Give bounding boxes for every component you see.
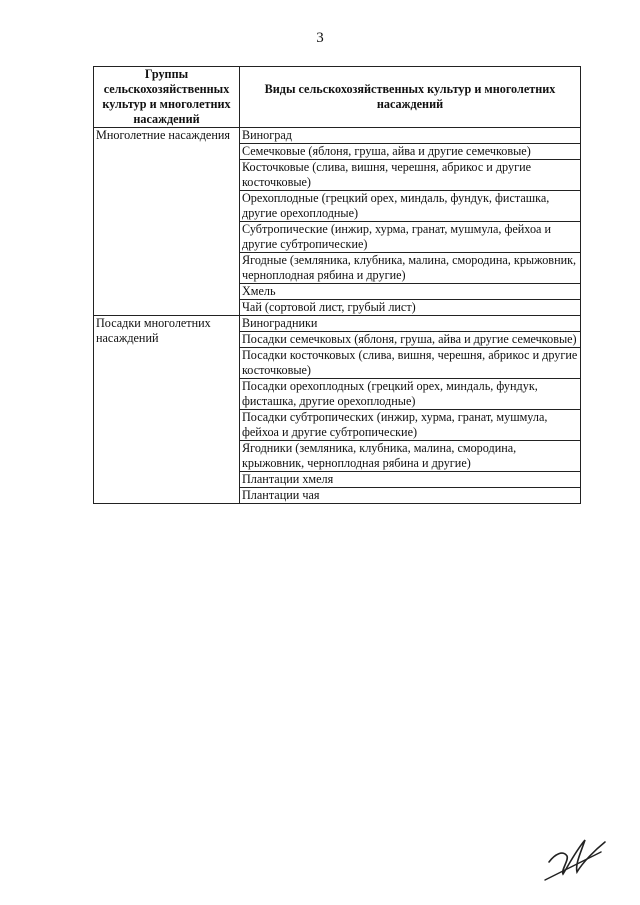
- crop-kind-cell: Виноград: [240, 128, 581, 144]
- signature-icon: [541, 830, 611, 885]
- crop-kind-cell: Хмель: [240, 284, 581, 300]
- crop-kind-cell: Чай (сортовой лист, грубый лист): [240, 300, 581, 316]
- table-row: [94, 316, 581, 332]
- table-body: [94, 128, 581, 504]
- crop-kind-cell: Семечковые (яблоня, груша, айва и другие семечковые): [240, 144, 581, 160]
- crop-kind-cell: Косточковые (слива, вишня, черешня, абрикос и другие косточковые): [240, 160, 581, 191]
- crop-kind-cell: Посадки субтропических (инжир, хурма, гранат, мушмула, фейхоа и другие субтропические): [240, 410, 581, 441]
- crop-kind-cell: Виноградники: [240, 316, 581, 332]
- crop-kind-cell: Посадки семечковых (яблоня, груша, айва и другие семечковые): [240, 332, 581, 348]
- crop-kind-cell: Посадки орехоплодных (грецкий орех, миндаль, фундук, фисташка, другие орехоплодные): [240, 379, 581, 410]
- crop-kind-cell: Субтропические (инжир, хурма, гранат, мушмула, фейхоа и другие субтропические): [240, 222, 581, 253]
- header-groups: Группы сельскохозяйственных культур и многолетних насаждений: [94, 67, 240, 128]
- crop-kind-cell: Плантации чая: [240, 488, 581, 504]
- crop-kind-cell: Ягодные (земляника, клубника, малина, смородина, крыжовник, черноплодная рябина и другие): [240, 253, 581, 284]
- crop-kind-cell: Орехоплодные (грецкий орех, миндаль, фундук, фисташка, другие орехоплодные): [240, 191, 581, 222]
- crops-table: [93, 66, 581, 504]
- crop-kind-cell: Плантации хмеля: [240, 472, 581, 488]
- table-row: [94, 128, 581, 144]
- crop-kind-cell: Ягодники (земляника, клубника, малина, смородина, крыжовник, черноплодная рябина и другие): [240, 441, 581, 472]
- group-cell: Многолетние насаждения: [94, 128, 240, 316]
- page-number: 3: [316, 30, 324, 46]
- table-header-row: [94, 67, 581, 128]
- header-kinds: Виды сельскохозяйственных культур и многолетних насаждений: [240, 67, 581, 128]
- group-cell: Посадки многолетних насаждений: [94, 316, 240, 504]
- crop-kind-cell: Посадки косточковых (слива, вишня, черешня, абрикос и другие косточковые): [240, 348, 581, 379]
